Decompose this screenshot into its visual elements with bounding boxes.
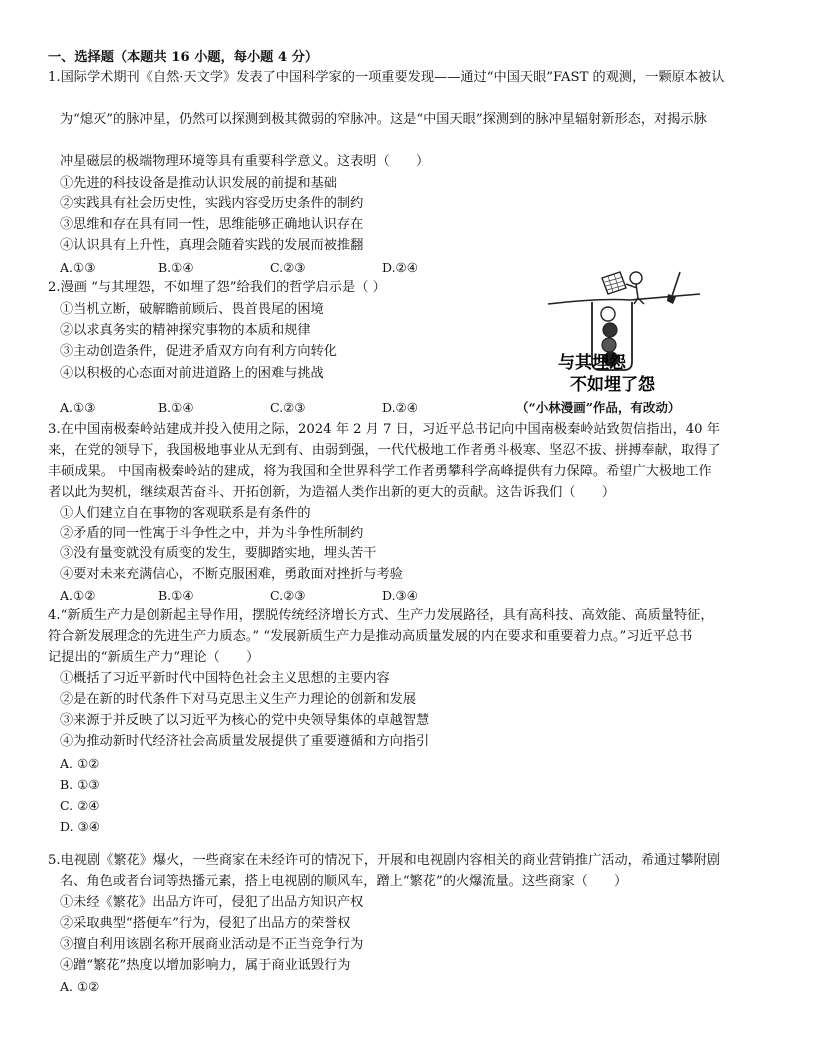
q1-item-3: ③思维和存在具有同一性，思维能够正确地认识存在 [60,217,364,232]
q3-stem-line-4: 者以此为契机，继续艰苦奋斗、开拓创新，为造福人类作出新的更大的贡献。这告诉我们（ ） [48,485,616,500]
q2-item-2: ②以求真务实的精神探究事物的本质和规律 [60,323,311,338]
q5-stem-line-2: 名、角色或者台词等热播元素，搭上电视剧的顺风车，蹭上“繁花”的火爆流量。这些商家（ ） [60,874,628,889]
q4-item-4: ④为推动新时代经济社会高质量发展提供了重要遵循和方向指引 [60,734,430,749]
q1-option-a[interactable]: A.①③ [60,260,96,275]
q5-stem-line-1: 5.电视剧《繁花》爆火，一些商家在未经许可的情况下，开展和电视剧内容相关的商业营销推广活动，希通过攀附剧 [48,853,720,868]
q1-item-4: ④认识具有上升性，真理会随着实践的发展而被推翻 [60,238,364,253]
q2-option-a[interactable]: A.①③ [60,400,96,415]
comic-ball-3 [602,338,616,352]
q2-item-3: ③主动创造条件，促进矛盾双方向有利方向转化 [60,344,337,359]
q4-stem-line-1: 4.“新质生产力是创新起主导作用，摆脱传统经济增长方式、生产力发展路径，具有高科技、高效能、高质量特征， [48,608,714,623]
q5-option-a[interactable]: A. ①② [60,979,100,994]
q5-item-4: ④蹭“繁花”热度以增加影响力，属于商业诋毁行为 [60,958,351,973]
comic-illustration [540,270,700,395]
q3-option-c[interactable]: C.②③ [270,588,306,603]
q3-item-3: ③没有量变就没有质变的发生，要脚踏实地，埋头苦干 [60,546,377,561]
q2-item-1: ①当机立断，破解瞻前顾后、畏首畏尾的困境 [60,302,324,317]
q1-item-2: ②实践具有社会历史性，实践内容受历史条件的制约 [60,196,364,211]
q1-option-d[interactable]: D.②④ [382,260,418,275]
q1-item-1: ①先进的科技设备是推动认识发展的前提和基础 [60,176,337,191]
q4-option-d[interactable]: D. ③④ [60,819,100,834]
comic-shovel-handle [672,272,680,296]
q5-item-3: ③擅自利用该剧名称开展商业活动是不正当竞争行为 [60,937,364,952]
q2-option-b[interactable]: B.①④ [158,400,194,415]
q4-item-1: ①概括了习近平新时代中国特色社会主义思想的主要内容 [60,671,390,686]
comic-ground [548,294,700,304]
section-heading: 一、选择题（本题共 16 小题，每小题 4 分） [48,50,319,65]
q1-stem-line-3: 冲星磁层的极端物理环境等具有重要科学意义。这表明（ ） [60,154,430,169]
q3-item-2: ②矛盾的同一性寓于斗争性之中，并为斗争性所制约 [60,526,364,541]
q1-option-b[interactable]: B.①④ [158,260,194,275]
q2-item-4: ④以积极的心态面对前进道路上的困难与挑战 [60,366,324,381]
q2-option-c[interactable]: C.②③ [270,400,306,415]
q4-item-2: ②是在新的时代条件下对马克思主义生产力理论的创新和发展 [60,692,417,707]
q4-option-b[interactable]: B. ①③ [60,777,100,792]
q4-stem-line-3: 记提出的“新质生产力”理论（ ） [48,650,260,665]
q3-option-b[interactable]: B.①④ [158,588,194,603]
q3-item-4: ④要对未来充满信心，不断克服困难，勇敢面对挫折与考验 [60,567,403,582]
q1-stem-line-1: 1.国际学术期刊《自然·天文学》发表了中国科学家的一项重要发现——通过“中国天眼”FAST 的观测，一颗原本被认 [48,70,725,85]
q5-item-1: ①未经《繁花》出品方许可，侵犯了出品方知识产权 [60,895,364,910]
comic-person-body [626,284,644,304]
q4-option-c[interactable]: C. ②④ [60,798,100,813]
q5-item-2: ②采取典型“搭便车”行为，侵犯了出品方的荣誉权 [60,916,351,931]
comic-caption: （“小林漫画”作品，有改动） [516,400,681,415]
comic-text-2: 不如埋了怨 [570,375,655,395]
comic-text-1: 与其埋怨 [558,353,626,373]
comic-ball-1 [601,307,615,321]
q2-stem: 2.漫画 “与其埋怨，不如埋了怨”给我们的哲学启示是（ ） [48,280,386,295]
q3-stem-line-3: 丰硕成果。 中国南极秦岭站的建成，将为我国和全世界科学工作者勇攀科学高峰提供有力保障。希望广大极地工作 [48,464,712,479]
q1-option-c[interactable]: C.②③ [270,260,306,275]
comic-ball-2 [603,323,617,337]
q4-item-3: ③来源于并反映了以习近平为核心的党中央领导集体的卓越智慧 [60,713,430,728]
q3-stem-line-2: 来，在党的领导下，我国极地事业从无到有、由弱到强，一代代极地工作者勇斗极寒、坚忍不拔、拼搏奉献，取得了 [48,443,721,458]
q3-item-1: ①人们建立自在事物的客观联系是有条件的 [60,506,311,521]
comic-basket [602,272,626,294]
q3-option-a[interactable]: A.①② [60,588,96,603]
comic-person-head [630,272,642,284]
q4-stem-line-2: 符合新发展理念的先进生产力质态。” “发展新质生产力是推动高质量发展的内在要求和重要着力点。”习近平总书 [48,629,693,644]
q3-stem-line-1: 3.在中国南极秦岭站建成并投入使用之际，2024 年 2 月 7 日，习近平总书记向中国南极秦岭站致贺信指出，40 年 [48,422,720,437]
q1-stem-line-2: 为“熄灭”的脉冲星，仍然可以探测到极其微弱的窄脉冲。这是“中国天眼”探测到的脉冲星辐射新形态，对揭示脉 [60,112,707,127]
q4-option-a[interactable]: A. ①② [60,756,100,771]
q2-option-d[interactable]: D.②④ [382,400,418,415]
q3-option-d[interactable]: D.③④ [382,588,418,603]
